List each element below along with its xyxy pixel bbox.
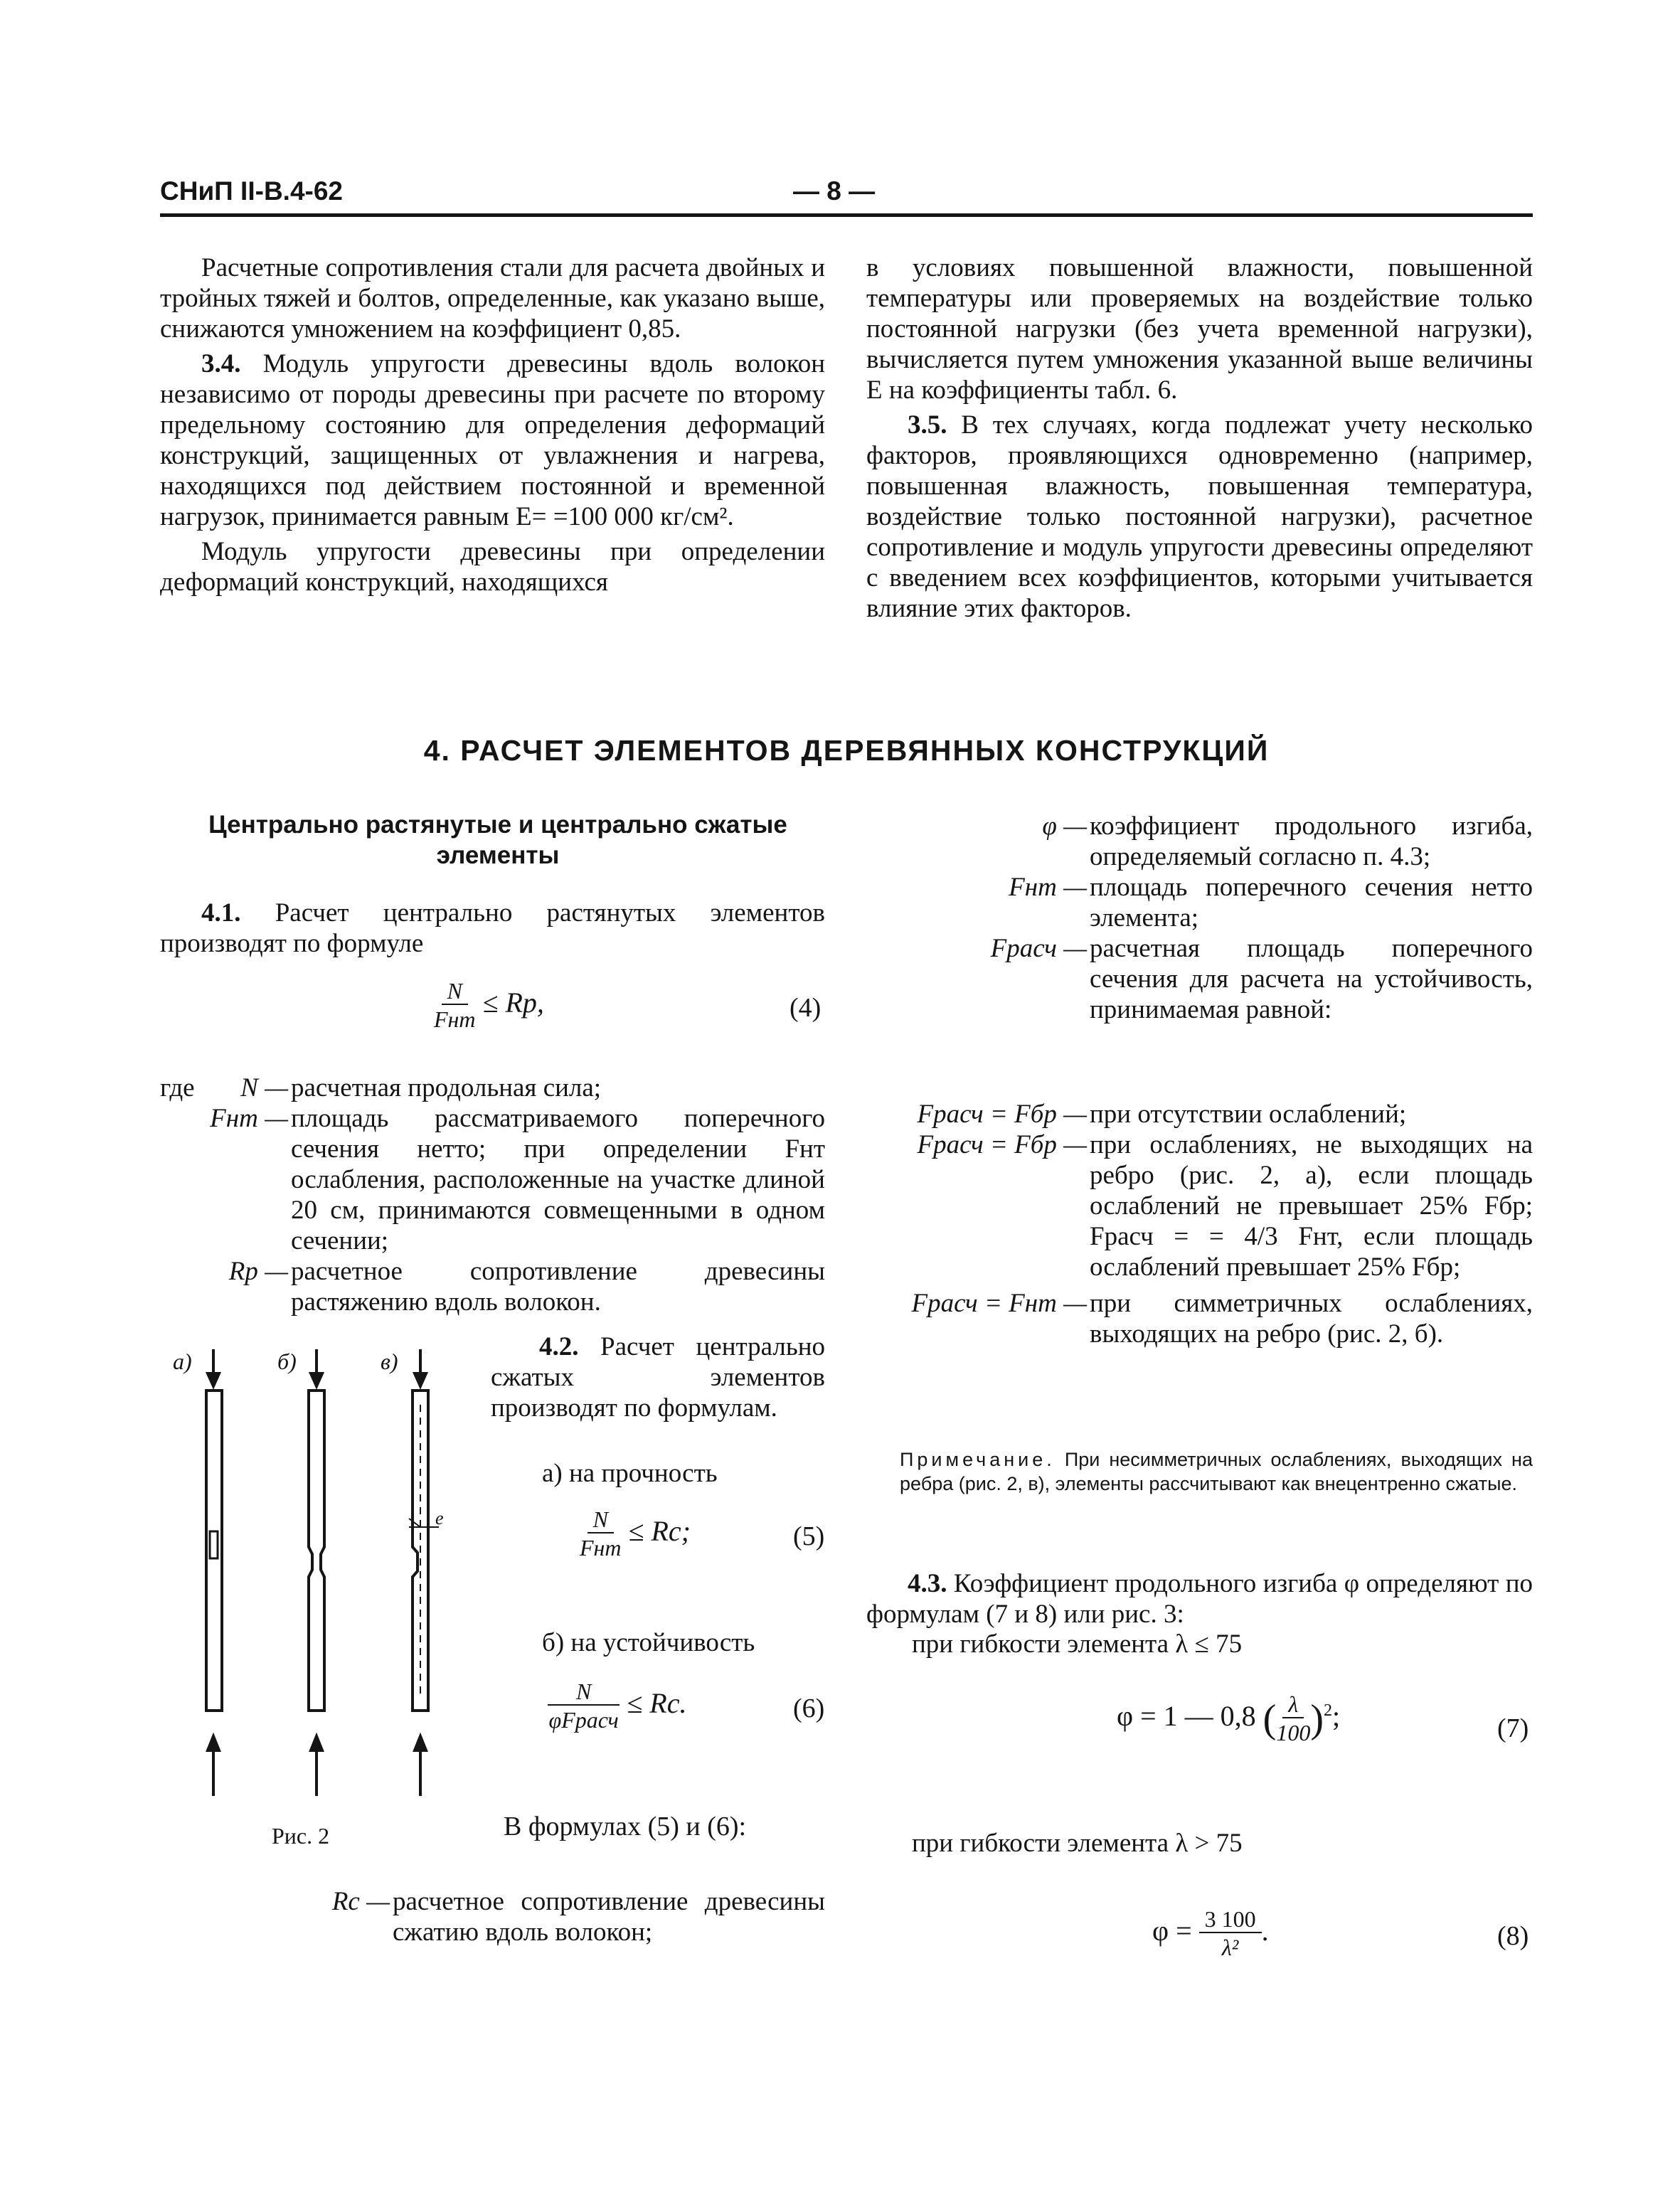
definitions-right — [866, 811, 1533, 1025]
case-b-stability: б) на устойчивость — [542, 1628, 755, 1657]
paragraph-4-1 — [160, 898, 825, 959]
note-text: При несимметричных ослаблениях, выходящих на ребра (рис. 2, в), элементы рассчитывают как внецентренно сжатые. — [900, 1449, 1533, 1494]
definition-text: расчетное сопротивление древесины сжатию вдоль волокон; — [393, 1887, 825, 1947]
formula-tail: . — [1261, 1915, 1269, 1947]
formula-numerator: N — [442, 978, 468, 1005]
case-condition: Fрасч = Fбр — — [917, 1130, 1087, 1159]
paragraph-text: Коэффициент продольного изгиба φ определяют по формулам (7 и 8) или рис. 3: — [866, 1569, 1533, 1629]
equation-label-7: (7) — [1497, 1713, 1529, 1743]
definition-symbol: φ — — [1042, 812, 1087, 841]
paragraph-text: Расчет центрально сжатых элементов производят по формулам. — [491, 1332, 825, 1423]
definition-symbol: Fнт — — [210, 1104, 288, 1133]
formula-7: φ = 1 — 0,8 ( $\frac{\lambda}{100}$ )$^2$; — [1117, 1691, 1341, 1745]
formula-numerator: 3 100 — [1199, 1906, 1262, 1933]
equation-label-5: (5) — [793, 1521, 825, 1551]
definition-text: расчетная площадь поперечного сечения для расчета на устойчивость, принимаемая равной: — [1090, 934, 1533, 1024]
formula-numerator: N — [548, 1679, 620, 1706]
where-label: где — [160, 1073, 195, 1102]
equation-label-4: (4) — [790, 993, 822, 1023]
formula-numerator: λ — [1282, 1691, 1304, 1718]
case-item — [866, 1288, 1533, 1349]
paragraph: в условиях повышенной влажности, повышенной температуры или проверяемых на воздействие только постоянной нагрузки (без учета временной нагрузки), вычисляется путем умножения указанной выше величины E на коэффициенты табл. 6. — [866, 253, 1533, 405]
case-text: при ослаблениях, не выходящих на ребро (рис. 2, а), если площадь ослаблений не превышает 25% Fбр; Fрасч = = 4/3 Fнт, если площадь ослаблений превышает 25% Fбр; — [1090, 1130, 1533, 1282]
formula-denominator: λ² — [1221, 1935, 1239, 1960]
formula-denominator: Fнт — [580, 1535, 622, 1561]
definition-item — [866, 811, 1533, 872]
col1-top-text — [160, 252, 825, 597]
definition-item — [206, 1073, 825, 1103]
definition-text: расчетная продольная сила; — [291, 1073, 602, 1102]
figure-caption: Рис. 2 — [272, 1823, 330, 1849]
element-b-bar — [309, 1391, 324, 1711]
paragraph-text: Модуль упругости древесины вдоль волокон независимо от породы древесины при расчете по второму предельному состоянию для определения деформаций конструкций, защищенных от увлажнения и нагрева, находящихся под действием постоянной и временной нагрузок, принимается равным E= =100 000 кг/см². — [160, 349, 825, 531]
formula-exponent: 2 — [1323, 1701, 1332, 1720]
equation-label-6: (6) — [793, 1694, 825, 1723]
header-rule — [160, 213, 1533, 217]
formula-8 — [1152, 1906, 1269, 1962]
slenderness-condition-2: при гибкости элемента λ > 75 — [912, 1829, 1243, 1858]
figure-label-c: в) — [381, 1349, 398, 1374]
definition-item — [206, 1103, 825, 1256]
formula-numerator: N — [588, 1506, 614, 1533]
definition-text: площадь рассматриваемого поперечного сечения нетто; при определении Fнт ослабления, расположенные на участке длиной 20 см, принимаются совмещенными в одном сечении; — [291, 1104, 825, 1255]
definition-symbol: Fрасч — — [990, 934, 1087, 963]
case-text: при отсутствии ослаблений; — [1090, 1100, 1407, 1129]
paragraph-text: Расчет центрально растянутых элементов производят по формуле — [160, 898, 825, 958]
definition-item — [866, 933, 1533, 1025]
element-a-hole — [210, 1531, 218, 1558]
page-number: — 8 — — [793, 176, 876, 206]
formula-denominator: φFрасч — [548, 1707, 619, 1733]
paragraph-text: В тех случаях, когда подлежат учету несколько факторов, проявляющихся одновременно (например, повышенная влажность, повышенная температура, воздействие только постоянной нагрузки), расчетное сопротивление и модуль упругости древесины определяют с введением всех коэффициентов, которыми учитывается влияние этих факторов. — [866, 410, 1533, 623]
in-formulas-text: В формулах (5) и (6): — [504, 1812, 747, 1841]
eccentricity-label: e — [435, 1508, 444, 1529]
formula-6 — [548, 1679, 686, 1734]
clause-number: 3.4. — [201, 349, 241, 378]
clause-number: 4.2. — [539, 1332, 579, 1361]
figure-label-a: а) — [173, 1349, 192, 1374]
definition-symbol: Rс — — [331, 1887, 390, 1916]
formula-rhs: ≤ Rс; — [628, 1515, 691, 1548]
slenderness-condition-1: при гибкости элемента λ ≤ 75 — [912, 1630, 1243, 1659]
note — [900, 1447, 1533, 1496]
formula-lhs: φ = 1 — 0,8 — [1117, 1700, 1256, 1733]
paragraph-4-2 — [491, 1331, 825, 1423]
document-code: СНиП II-В.4-62 — [160, 176, 343, 206]
case-item — [866, 1099, 1533, 1129]
formula-lhs: φ = — [1152, 1915, 1192, 1947]
case-item — [866, 1129, 1533, 1282]
formula-rhs: ≤ Rр, — [482, 987, 544, 1019]
figure-label-b: б) — [277, 1349, 297, 1374]
clause-number: 4.1. — [201, 898, 241, 927]
paragraph-3-5 — [866, 410, 1533, 624]
paragraph-4-3 — [866, 1568, 1533, 1630]
formula-tail: ; — [1331, 1700, 1341, 1733]
case-text: при симметричных ослаблениях, выходящих на ребро (рис. 2, б). — [1090, 1289, 1533, 1349]
case-a-strength: а) на прочность — [542, 1459, 718, 1488]
equation-label-8: (8) — [1497, 1921, 1529, 1951]
definition-symbol: N — — [240, 1073, 288, 1102]
formula-5 — [580, 1506, 691, 1562]
element-a-bar — [206, 1391, 222, 1711]
clause-number: 4.3. — [908, 1569, 947, 1598]
figure-2-drawing — [167, 1341, 473, 1803]
subsection-title: Центрально растянутые и центрально сжатые элементы — [208, 811, 787, 869]
formula-denominator: 100 — [1276, 1720, 1311, 1745]
case-condition: Fрасч = Fбр — — [917, 1100, 1087, 1129]
definitions-left — [206, 1073, 825, 1317]
definition-item — [866, 872, 1533, 933]
paragraph: Модуль упругости древесины при определении деформаций конструкций, находящихся — [160, 537, 825, 597]
col2-top-text — [866, 252, 1533, 624]
definition-symbol: Rр — — [228, 1257, 288, 1286]
definition-text: расчетное сопротивление древесины растяжению вдоль волокон. — [291, 1257, 825, 1317]
definition-text: коэффициент продольного изгиба, определяемый согласно п. 4.3; — [1090, 812, 1533, 871]
paragraph: Расчетные сопротивления стали для расчета двойных и тройных тяжей и болтов, определенные, как указано выше, снижаются умножением на коэффициент 0,85. — [160, 253, 825, 344]
area-cases — [866, 1099, 1533, 1349]
formula-denominator: Fнт — [434, 1006, 476, 1032]
definition-text: площадь поперечного сечения нетто элемента; — [1090, 873, 1533, 932]
clause-number: 3.5. — [908, 410, 947, 440]
arrow-head — [208, 1373, 219, 1386]
formula-4 — [434, 978, 544, 1033]
section-title: 4. РАСЧЕТ ЭЛЕМЕНТОВ ДЕРЕВЯННЫХ КОНСТРУКЦИЙ — [423, 734, 1270, 767]
definition-rc — [306, 1886, 825, 1947]
note-label: Примечание. — [900, 1449, 1056, 1470]
case-condition: Fрасч = Fнт — — [911, 1289, 1087, 1318]
definition-symbol: Fнт — — [1009, 873, 1087, 902]
paragraph-3-4 — [160, 349, 825, 532]
formula-rhs: ≤ Rс. — [627, 1687, 687, 1720]
definition-item — [206, 1256, 825, 1317]
